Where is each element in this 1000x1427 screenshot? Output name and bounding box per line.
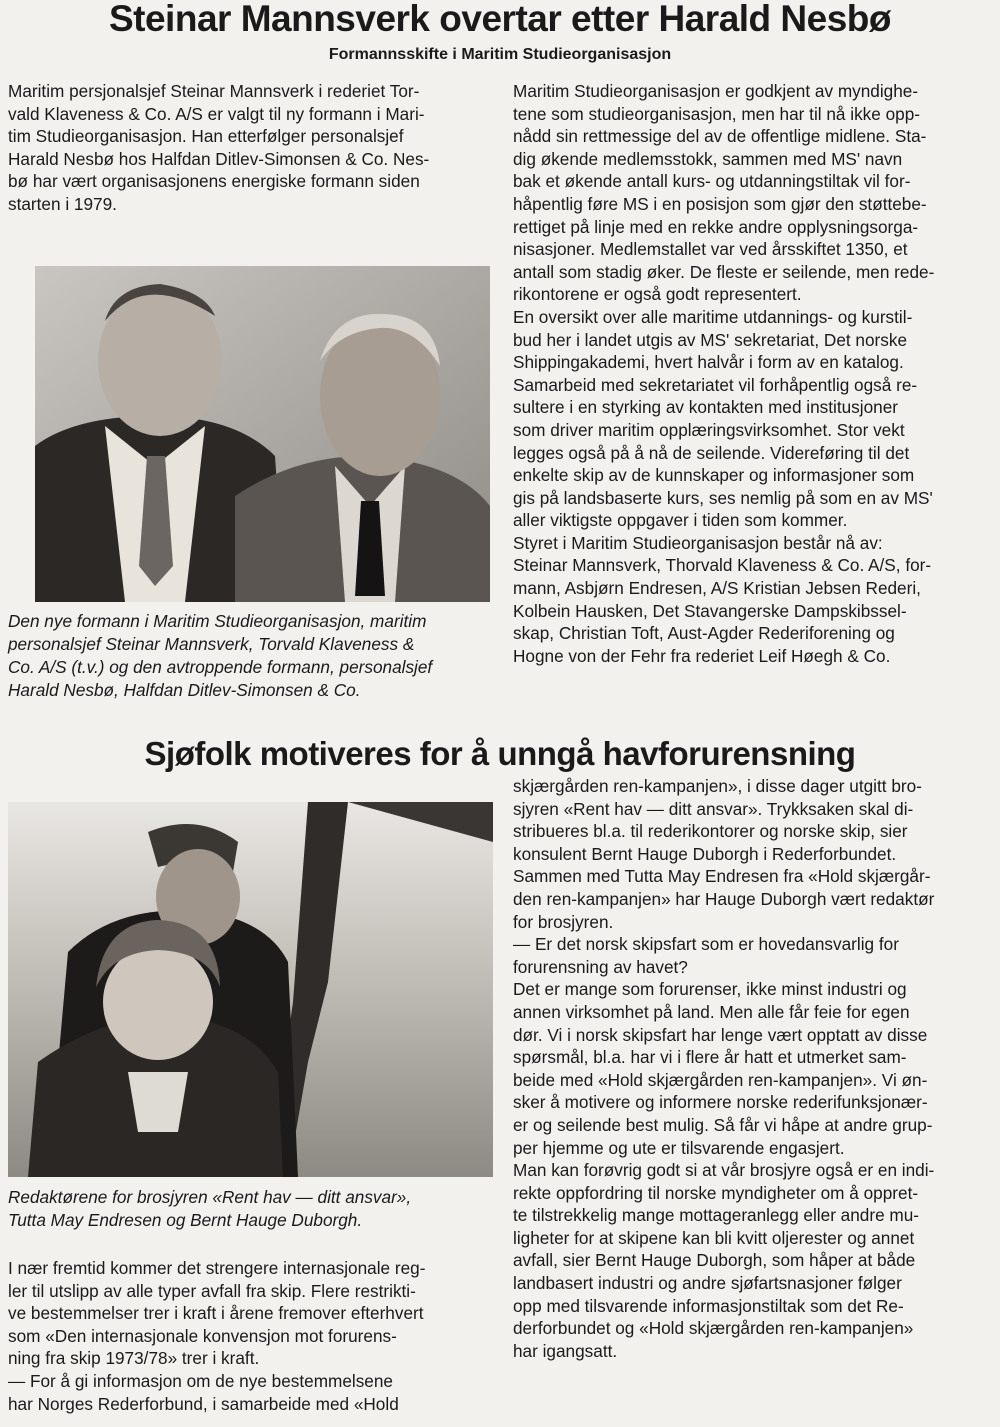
text-line: Kolbein Hausken, Det Stavangerske Dampskibssel- [513,600,907,621]
text-line: forurensning av havet? [513,956,688,977]
text-line: Steinar Mannsverk, Thorvald Klaveness & Co. A/S, for- [513,555,932,576]
photo-couple-image [8,802,493,1177]
text-line: ve bestemmelser trer i kraft i årene fremover efterhvert [8,1303,424,1324]
text-line: nisasjoner. Medlemstallet var ved årsskiftet 1350, et [513,239,908,260]
text-line: sultere i en styrking av kontakten med institusjoner [513,397,898,418]
text-line: En oversikt over alle maritime utdannings- og kurstil- [513,306,913,327]
text-line: te tilstrekkelig mange mottageranlegg eller andre mu- [513,1205,920,1226]
text-line: er og seilende best mulig. Så får vi håpe at andre grup- [513,1114,933,1135]
text-line: nådd sin rettmessige del av de offentlige midlene. Sta- [513,126,927,147]
text-line: bak et økende antall kurs- og utdanningstiltak vil for- [513,171,911,192]
text-line: skjærgården ren-kampanjen», i disse dager utgitt bro- [513,776,922,796]
text-line: opp med tilsvarende informasjonstiltak som det Re- [513,1295,904,1316]
photo-couple [8,802,493,1177]
article-intro [8,80,490,216]
text-line: rettiget på linje med en rekke andre opplysningsorga- [513,216,919,237]
text-line: Sammen med Tutta May Endresen fra «Hold skjærgår- [513,866,931,887]
text-line: gis på landsbaserte kurs, ses nemlig på som en av MS' [513,487,933,508]
photo-caption-1 [8,610,490,702]
text-line: Maritim Studieorganisasjon er godkjent av myndighe- [513,81,919,101]
text-line: bud her i landet utgis av MS' sekretariat, Det norske [513,329,908,350]
text-line: har Norges Rederforbund, i samarbeide med «Hold [8,1393,399,1414]
text-line: konsulent Bernt Hauge Duborgh i Rederforbundet. [513,843,897,864]
text-line: skap, Christian Toft, Aust-Agder Rederiforening og [513,623,895,644]
article-subtitle: Formannsskifte i Maritim Studieorganisasjon [328,46,672,63]
text-line: vald Klaveness & Co. A/S er valgt til ny formann i Mari- [8,103,425,124]
article2-title: Sjøfolk motiveres for å unngå havforurensning [144,735,856,772]
text-line: Hogne von der Fehr fra rederiet Leif Høegh & Co. [513,645,891,666]
text-line: rikontorene er også godt representert. [513,284,802,305]
text-line: dig økende medlemsstokk, sammen med MS' navn [513,148,903,169]
text-line: tim Studieorganisasjon. Han etterfølger personalsjef [8,126,404,147]
text-line: som driver maritim opplæringsvirksomhet. Stor vekt [513,419,905,440]
text-line: annen virksomhet på land. Men alle får feie for egen [513,1001,910,1022]
text-line: — Er det norsk skipsfart som er hovedansvarlig for [513,934,899,955]
text-line: beide med «Hold skjærgården ren-kampanjen». Vi øn- [513,1069,928,1090]
text-line: den ren-kampanjen» har Hauge Duborgh vært redaktør [513,888,935,909]
caption-line: Redaktørene for brosjyren «Rent hav — ditt ansvar», [8,1187,412,1207]
article2-left-column [8,1257,492,1415]
caption-line: Co. A/S (t.v.) og den avtroppende formann, personalsjef [8,657,433,677]
text-line: enkelte skip av de kunnskaper og informasjoner som [513,465,915,486]
photo-caption-2 [8,1186,493,1232]
text-line: tene som studieorganisasjon, men har til nå ikke opp- [513,103,920,124]
text-line: landbasert industri og andre sjøfartsnasjoner følger [513,1273,902,1294]
text-line: bø har vært organisasjonens energiske formann siden [8,171,420,192]
text-line: ler til utslipp av alle typer avfall fra skip. Flere restrikti- [8,1280,416,1301]
text-line: Shippingakademi, hvert halvår i form av en katalog. [513,352,904,373]
caption-line: Den nye formann i Maritim Studieorganisasjon, maritim [8,611,427,631]
text-line: sjyren «Rent hav — ditt ansvar». Trykksaken skal di- [513,798,914,819]
text-line: Harald Nesbø hos Halfdan Ditlev-Simonsen & Co. Nes- [8,148,430,169]
text-line: — For å gi informasjon om de nye bestemmelsene [8,1370,393,1391]
caption-line: Harald Nesbø, Halfdan Ditlev-Simonsen & Co. [8,680,361,700]
text-line: antall som stadig øker. De fleste er seilende, men rede- [513,261,935,282]
text-line: legges også på å nå de seilende. Videreføring til det [513,442,910,463]
text-line: Maritim persjonalsjef Steinar Mannsverk i rederiet Tor- [8,81,420,101]
text-line: for brosjyren. [513,911,614,932]
text-line: I nær fremtid kommer det strengere internasjonale reg- [8,1258,426,1278]
photo-two-men [35,266,490,602]
text-line: derforbundet og «Hold skjærgården ren-kampanjen» [513,1318,914,1339]
text-line: som «Den internasjonale konvensjon mot forurens- [8,1325,397,1346]
text-line: ligheter for at skipene kan bli kvitt oljerester og annet [513,1227,915,1248]
text-line: Styret i Maritim Studieorganisasjon består nå av: [513,532,883,553]
article2-right-column [513,775,993,1362]
article-title: Steinar Mannsverk overtar etter Harald Nesbø [108,0,892,39]
text-line: Samarbeid med sekretariatet vil forhåpentlig også re- [513,374,918,395]
text-line: Det er mange som forurenser, ikke minst industri og [513,979,907,1000]
text-line: spørsmål, bl.a. har vi i flere år hatt et utmerket sam- [513,1047,907,1068]
text-line: avfall, sier Bernt Hauge Duborgh, som håper at både [513,1250,916,1271]
text-line: stribueres bl.a. til rederikontorer og norske skip, sier [513,821,908,842]
text-line: Man kan forøvrig godt si at vår brosjyre også er en indi- [513,1160,935,1181]
article1-right-column [513,80,993,667]
text-line: starten i 1979. [8,193,117,214]
text-line: ning fra skip 1973/78» trer i kraft. [8,1348,260,1369]
text-line: sker å motivere og informere norske rederifunksjonær- [513,1092,928,1113]
caption-line: Tutta May Endresen og Bernt Hauge Duborgh. [8,1210,363,1230]
text-line: rekte oppfordring til norske myndigheter om å oppret- [513,1182,919,1203]
text-line: per hjemme og ute er tilsvarende engasjert. [513,1137,845,1158]
text-line: mann, Asbjørn Endresen, A/S Kristian Jebsen Rederi, [513,578,921,599]
text-line: dør. Vi i norsk skipsfart har lenge vært opptatt av disse [513,1024,928,1045]
caption-line: personalsjef Steinar Mannsverk, Torvald Klaveness & [8,634,415,654]
text-line: aller viktigste oppgaver i tiden som kommer. [513,510,848,531]
text-line: har igangsatt. [513,1340,618,1361]
photo-two-men-image [35,266,490,602]
text-line: håpentlig føre MS i en posisjon som gjør den støttebe- [513,193,927,214]
